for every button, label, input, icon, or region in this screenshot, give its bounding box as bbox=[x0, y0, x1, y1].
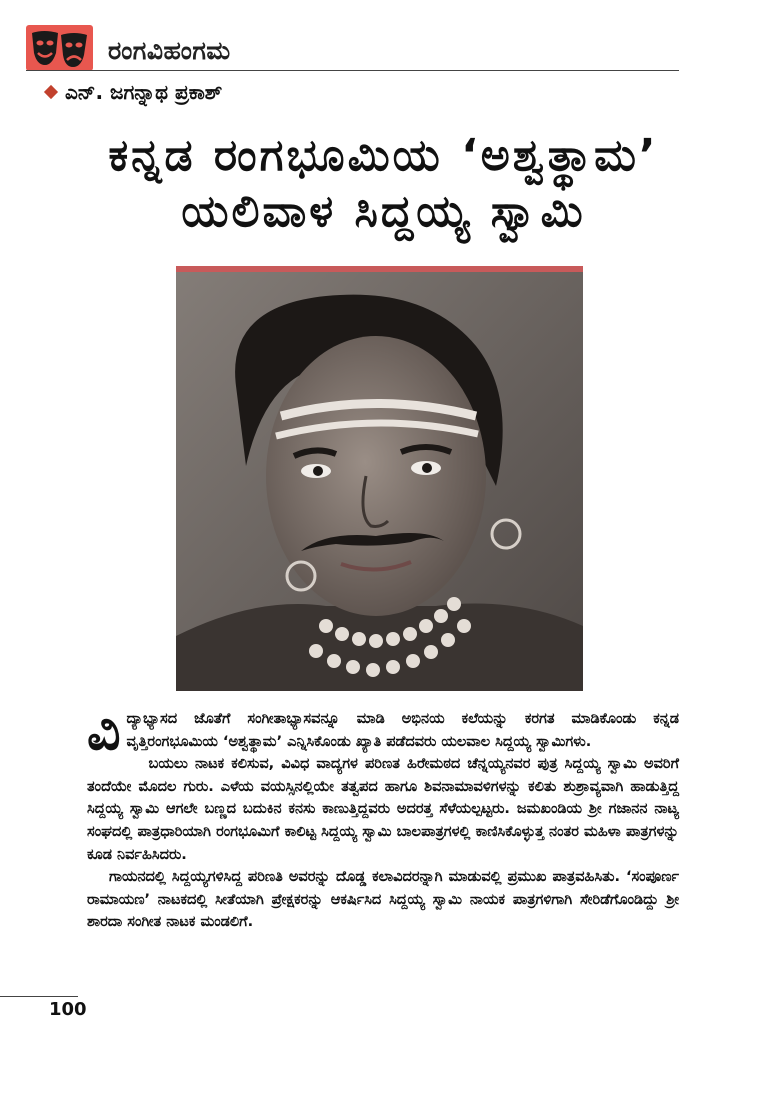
paragraph-1: ವಿದ್ಯಾಭ್ಯಾಸದ ಜೊತೆಗೆ ಸಂಗೀತಾಭ್ಯಾಸವನ್ನೂ ಮಾಡಿ ಅಭಿನಯ ಕಲೆಯನ್ನು ಕರಗತ ಮಾಡಿಕೊಂಡು ಕನ್ನಡ ವೃತ್ತಿರಂಗಭೂಮಿಯ ‘ಅಶ್ವತ್ಥಾಮ’ ಎನ್ನಿಸಿಕೊಂಡು ಖ್ಯಾತಿ ಪಡೆದವರು ಯಲವಾಲ ಸಿದ್ದಯ್ಯ ಸ್ವಾಮಿಗಳು. bbox=[87, 702, 679, 762]
theatre-masks-icon bbox=[26, 25, 93, 71]
paragraph-3: ಗಾಯನದಲ್ಲಿ ಸಿದ್ದಯ್ಯಗಳಿಸಿದ್ದ ಪರಿಣತಿ ಅವರನ್ನು ದೊಡ್ಡ ಕಲಾವಿದರನ್ನಾಗಿ ಮಾಡುವಲ್ಲಿ ಪ್ರಮುಖ ಪಾತ್ರವಹಿಸಿತು. ‘ಸಂಪೂರ್ಣ ರಾಮಾಯಣ’ ನಾಟಕದಲ್ಲಿ ಸೀತೆಯಾಗಿ ಪ್ರೇಕ್ಷಕರನ್ನು ಆಕರ್ಷಿಸಿದ ಸಿದ್ದಯ್ಯ ಸ್ವಾಮಿ ನಾಯಕ ಪಾತ್ರಗಳಿಗಾಗಿ ಸೇರಿಡೆಗೊಂಡಿದ್ದು ಶ್ರೀ ಶಾರದಾ ಸಂಗೀತ ನಾಟಕ ಮಂಡಲಿಗೆ. bbox=[87, 869, 679, 931]
section-title: ರಂಗವಿಹಂಗಮ bbox=[108, 36, 231, 65]
page-number: 100 bbox=[49, 999, 87, 1020]
article-body bbox=[87, 702, 679, 934]
author-name: ಎನ್. ಜಗನ್ನಾಥ ಪ್ರಕಾಶ್ bbox=[65, 80, 223, 104]
header-divider bbox=[26, 70, 679, 71]
footer-divider bbox=[0, 996, 78, 997]
drop-cap: ವಿ bbox=[87, 702, 121, 762]
headline-line-1: ಕನ್ನಡ ರಂಗಭೂಮಿಯ ‘ಅಶ್ವತ್ಥಾಮ’ bbox=[108, 130, 659, 181]
headline-line-2: ಯಲಿವಾಳ ಸಿದ್ದಯ್ಯ ಸ್ವಾಮಿ bbox=[181, 186, 586, 237]
paragraph-2: ಬಯಲು ನಾಟಕ ಕಲಿಸುವ, ವಿವಿಧ ವಾದ್ಯಗಳ ಪರಿಣತ ಹಿರೇಮಠದ ಚೆನ್ನಯ್ಯನವರ ಪುತ್ರ ಸಿದ್ದಯ್ಯ ಸ್ವಾಮಿ ಅವರಿಗೆ ತಂದೆಯೇ ಮೊದಲ ಗುರು. ಎಳೆಯ ವಯಸ್ಸಿನಲ್ಲಿಯೇ ತತ್ವಪದ ಹಾಗೂ ಶಿವನಾಮಾವಳಿಗಳನ್ನು ಕಲಿತು ಶುಶ್ರಾವ್ಯವಾಗಿ ಹಾಡುತ್ತಿದ್ದ ಸಿದ್ದಯ್ಯ ಸ್ವಾಮಿ ಆಗಲೇ ಬಣ್ಣದ ಬದುಕಿನ ಕನಸು ಕಾಣುತ್ತಿದ್ದವರು ಅದರತ್ತ ಸೆಳೆಯಲ್ಪಟ್ಟರು. ಜಮಖಂಡಿಯ ಶ್ರೀ ಗಜಾನನ ನಾಟ್ಯ ಸಂಘದಲ್ಲಿ ಪಾತ್ರಧಾರಿಯಾಗಿ ರಂಗಭೂಮಿಗೆ ಕಾಲಿಟ್ಟ ಸಿದ್ದಯ್ಯ ಸ್ವಾಮಿ ಬಾಲಪಾತ್ರಗಳಲ್ಲಿ ಕಾಣಿಸಿಕೊಳ್ಳುತ್ತ ನಂತರ ಮಹಿಳಾ ಪಾತ್ರಗಳನ್ನು ಕೂಡ ನಿರ್ವಹಿಸಿದರು. bbox=[87, 756, 679, 863]
article-headline bbox=[30, 128, 737, 240]
diamond-bullet-icon bbox=[44, 85, 58, 99]
portrait-photo bbox=[176, 266, 583, 691]
author-byline bbox=[46, 80, 222, 104]
